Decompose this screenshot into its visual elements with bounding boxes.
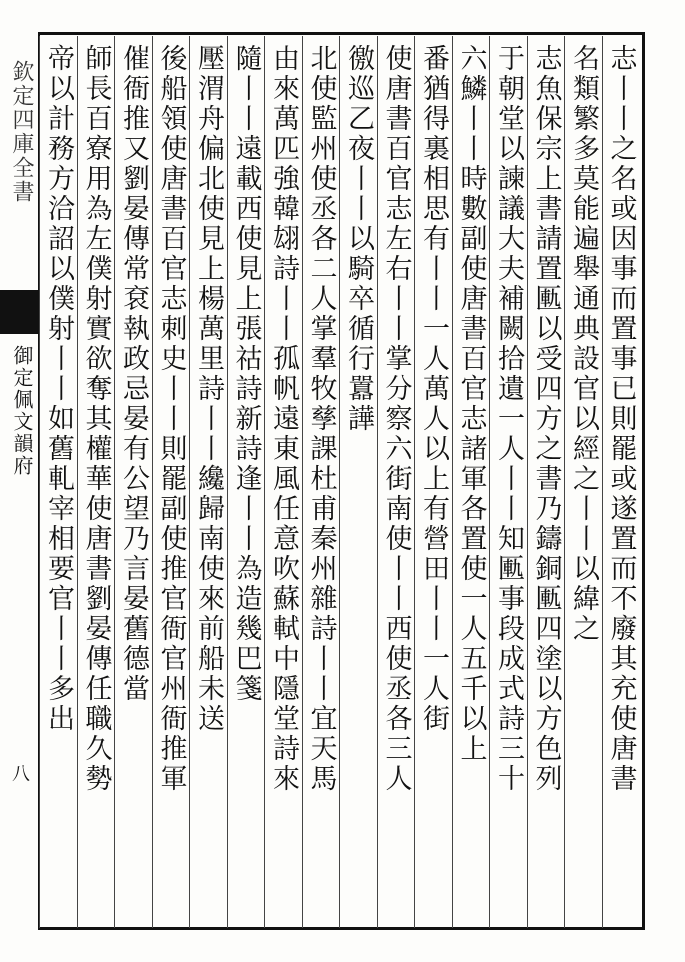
text-column: 于朝堂以諫議大夫補闕拾遺一人丨丨知匭事段成式詩三十 xyxy=(493,44,524,794)
text-column: 帝以計務方洽詔以僕射丨丨如舊軋宰相要官丨丨多出 xyxy=(43,44,74,734)
text-column: 志魚保宗上書請置匭以受四方之書乃鑄銅匭四塗以方色列 xyxy=(530,44,562,794)
text-column: 由來萬匹強韓翃詩丨丨孤帆遠東風任意吹蘇軾中隱堂詩來 xyxy=(268,44,299,794)
running-head: 欽定四庫全書 xyxy=(9,60,34,204)
text-column: 北使監州使丞各二人掌羣牧孳課杜甫秦州雜詩丨丨宜天馬 xyxy=(305,44,337,794)
text-column: 壓渭舟偏北使見上楊萬里詩丨丨纔歸南使來前船未送 xyxy=(193,44,224,734)
column-rule xyxy=(377,36,378,928)
column-rule xyxy=(152,36,153,928)
margin-fishtail xyxy=(0,290,40,334)
column-rule xyxy=(489,36,490,928)
column-rule xyxy=(302,36,303,928)
column-rule xyxy=(414,36,415,928)
column-rule xyxy=(452,36,453,928)
column-rule xyxy=(39,36,40,928)
column-rule xyxy=(564,36,565,928)
column-rule xyxy=(227,36,228,928)
text-column: 番猶得裏相思有丨丨一人萬人以上有營田丨丨一人街 xyxy=(418,44,449,734)
book-title: 御定佩文韻府 xyxy=(10,345,34,477)
text-column: 六鱗丨丨時數副使唐書百官志諸軍各置使一人五千以上 xyxy=(455,44,487,764)
text-column: 徼巡乙夜丨丨以騎卒循行囂譁 xyxy=(343,44,374,434)
text-column: 名類繁多莫能遍舉通典設官以經之丨丨以緯之 xyxy=(568,44,599,644)
column-rule xyxy=(77,36,78,928)
text-column: 志丨丨之名或因事而置事已則罷或遂置而不廢其充使唐書 xyxy=(605,44,637,794)
folio-number: 八 xyxy=(12,764,30,785)
text-column: 使唐書百官志左右丨丨掌分察六街南使丨丨西使丞各三人 xyxy=(380,44,412,794)
column-rule xyxy=(339,36,340,928)
text-column: 師長百寮用為左僕射實欲奪其權華使唐書劉晏傳任職久勢 xyxy=(80,44,112,794)
text-column: 後船領使唐書百官志刺史丨丨則罷副使推官衙官州衙推軍 xyxy=(155,44,187,794)
column-rule xyxy=(114,36,115,928)
column-rule xyxy=(602,36,603,928)
column-rule xyxy=(264,36,265,928)
column-rule xyxy=(527,36,528,928)
text-column: 催衙推又劉晏傳常袞執政忌晏有公望乃言晏舊德當 xyxy=(118,44,149,704)
column-rule xyxy=(189,36,190,928)
text-column: 隨丨丨遠載西使見上張祜詩新詩逢丨丨為造幾巴箋 xyxy=(230,44,262,704)
